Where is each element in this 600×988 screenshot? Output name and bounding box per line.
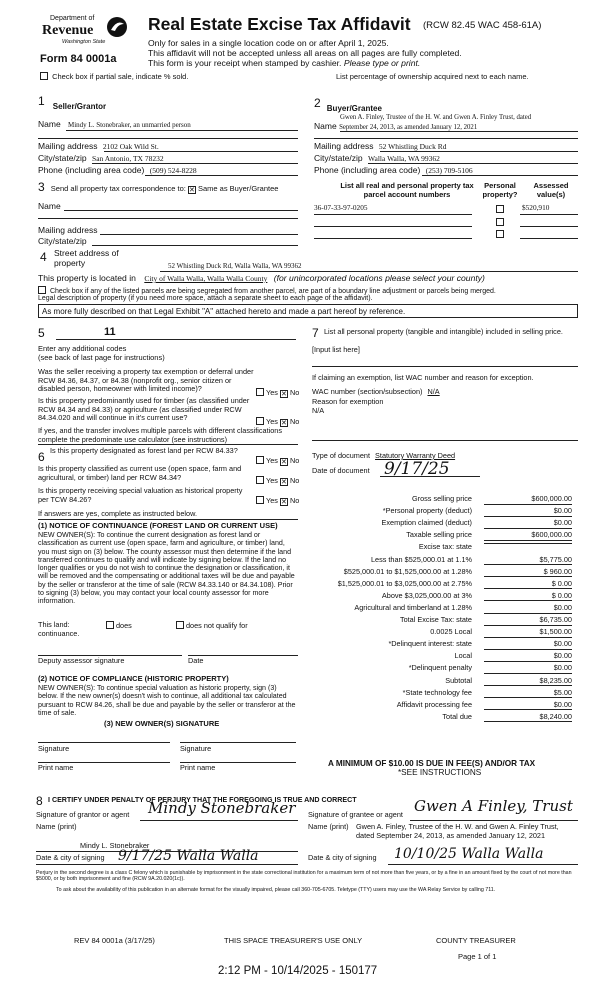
tax-row-label: Total due: [442, 711, 472, 721]
notice-2-title: (2) NOTICE OF COMPLIANCE (HISTORIC PROPERTY): [38, 674, 229, 683]
page-number: Page 1 of 1: [458, 952, 497, 961]
form-revision: REV 84 0001a (3/17/25): [74, 936, 155, 945]
grantee-print-name[interactable]: Gwen A. Finley, Trustee of the H. W. and Gwen A. Finley Trust, dated September 24, 2013, as amended January 12, 2021: [356, 822, 559, 840]
corr-city-label: City/state/zip: [38, 236, 87, 246]
section-8-number: 8: [36, 794, 43, 808]
s6-question-2: Is this property classified as current use (open space, farm and agricultural, or timber) land per RCW 84.34?: [38, 464, 242, 482]
segregated-checkbox[interactable]: [38, 286, 46, 294]
corr-mail-label: Mailing address: [38, 225, 98, 235]
s6-q3-answers: [256, 496, 299, 506]
no-label: No: [289, 388, 300, 397]
tax-row-label: Above $3,025,000.00 at 3%: [381, 590, 472, 600]
section-1-title: Seller/Grantor: [52, 102, 107, 111]
corr-name-label: Name: [38, 201, 61, 211]
does-qualify-checkbox[interactable]: [106, 621, 114, 629]
s6-q1-answers: [256, 456, 299, 466]
header-line-1: Only for sales in a single location code on or after April 1, 2025.: [148, 38, 389, 48]
assessed-value-1[interactable]: $520,910: [522, 203, 550, 212]
tax-row: [310, 556, 600, 568]
seller-city-field[interactable]: San Antonio, TX 78232: [92, 154, 164, 163]
tax-row: [310, 580, 600, 592]
tax-row-label: *State technology fee: [402, 687, 472, 697]
does-label: does: [116, 621, 132, 630]
s6-q2-answers: [256, 476, 299, 486]
segregated-label: Check box if any of the listed parcels are being segregated from another parcel, are part of a boundary line adjustment or parcels being merged.: [49, 288, 496, 295]
tax-row: [310, 592, 600, 604]
tax-row-label: *Delinquent interest: state: [388, 639, 472, 649]
buyer-name-line2[interactable]: September 24, 2013, as amended January 12, 2021: [339, 124, 478, 131]
yes-label: Yes: [266, 496, 278, 505]
tax-row-value[interactable]: [484, 543, 572, 544]
tax-row-value[interactable]: $0.00: [484, 640, 572, 650]
tax-row: [310, 713, 600, 725]
minimum-due-note: A MINIMUM OF $10.00 IS DUE IN FEE(S) AND/OR TAX: [328, 759, 536, 768]
tax-row-value[interactable]: $8,240.00: [484, 713, 572, 723]
wa-state-label: Washington State: [62, 39, 106, 45]
yes-label: Yes: [266, 388, 278, 397]
tax-row-value[interactable]: $ 960.00: [484, 568, 572, 578]
street-label: Street address of property: [54, 248, 119, 269]
street-field[interactable]: 52 Whistling Duck Rd, Walla Walla, WA 99362: [168, 262, 302, 270]
tax-row-label: Exemption claimed (deduct): [381, 518, 472, 528]
reason-field[interactable]: N/A: [312, 406, 325, 415]
personal-col-header: Personal property?: [482, 181, 518, 199]
tax-row-value[interactable]: $ 0.00: [484, 580, 572, 590]
tax-row-label: Local: [454, 651, 472, 661]
seller-name-row: [38, 119, 298, 130]
treasurer-use-only: THIS SPACE TREASURER'S USE ONLY: [224, 936, 363, 945]
buyer-name-line1[interactable]: Gwen A. Finley, Trustee of the H. W. and Gwen A. Finley Trust, dated: [340, 114, 532, 121]
s6-q1-no-checkbox[interactable]: [280, 458, 288, 466]
tax-row-value[interactable]: $0.00: [484, 507, 572, 517]
seller-phone-label: Phone (including area code): [38, 165, 145, 175]
continuance-label: continuance.: [38, 629, 80, 638]
s6-answers-note: If answers are yes, complete as instructed below.: [38, 509, 197, 518]
tax-row-label: Total Excise Tax: state: [399, 615, 472, 624]
tax-row-value[interactable]: $0.00: [484, 519, 572, 529]
personal-property-text: List all personal property (tangible and intangible) included in selling price.: [324, 327, 563, 336]
tax-row: [310, 677, 600, 689]
parcel-col-header: List all real and personal property tax parcel account numbers: [340, 181, 474, 199]
owner-print-2-label: Print name: [180, 763, 216, 772]
tax-row-value[interactable]: $600,000.00: [484, 531, 572, 541]
header-line-3: [148, 58, 420, 68]
no-label: No: [289, 496, 300, 505]
s6-q2-yes-checkbox[interactable]: [256, 476, 264, 484]
tax-row: [310, 664, 600, 676]
s6-question-3: Is this property receiving special valuation as historical property per TCW 84.26?: [38, 486, 243, 504]
tax-row-label: Taxable selling price: [406, 530, 472, 540]
tax-row-label: Excise tax: state: [418, 542, 472, 552]
header-line-3-note: Please type or print.: [343, 58, 421, 68]
unincorporated-note: (for unincorporated locations please select your county): [273, 273, 485, 283]
s5-question-3: If yes, and the transfer involves multiple parcels with different classifications complete the predominate use calculator (see instructions): [38, 426, 283, 444]
tax-row-label: $1,525,000.01 to $3,025,000.00 at 2.75%: [337, 578, 472, 588]
owner-print-1-label: Print name: [38, 763, 74, 772]
deputy-date-label: Date: [188, 656, 204, 665]
tax-row-label: *Personal property (deduct): [382, 506, 472, 516]
s6-question-1: Is this property designated as forest land per RCW 84.33?: [50, 446, 238, 455]
notice-1-title: (1) NOTICE OF CONTINUANCE (FOREST LAND OR CURRENT USE): [38, 521, 278, 530]
tax-row-label: Subtotal: [445, 675, 472, 685]
yes-label: Yes: [266, 476, 278, 485]
county-field[interactable]: City of Walla Walla, Walla Walla County: [144, 274, 268, 283]
tax-row: [310, 689, 600, 701]
located-row: [38, 273, 485, 284]
tax-row-value[interactable]: $0.00: [484, 664, 572, 674]
owner-sig-2-label: Signature: [180, 744, 212, 753]
partial-sale-label: Check box if partial sale, indicate % sold.: [52, 72, 189, 81]
tax-row-value[interactable]: $8,235.00: [484, 677, 572, 687]
accessibility-notice: To ask about the availability of this publication in an alternate format for the visually impaired, please call 360-705-6705. Teletype (TTY) users may use the WA Relay Service by calling 711.: [56, 887, 496, 893]
grantor-date-city[interactable]: 9/17/25 Walla Walla: [118, 848, 259, 864]
reason-label: Reason for exemption: [312, 397, 384, 406]
buyer-phone-label: Phone (including area code): [314, 165, 421, 175]
section-1-number: 1: [38, 94, 45, 108]
grantor-date-label: Date & city of signing: [36, 853, 105, 862]
personal-property-input[interactable]: [Input list here]: [312, 345, 360, 354]
tax-row-value[interactable]: $5.00: [484, 689, 572, 699]
section-4-number: 4: [40, 250, 47, 264]
header-line-3-text: This form is your receipt when stamped by cashier.: [148, 58, 342, 68]
see-instructions-note: *SEE INSTRUCTIONS: [398, 768, 482, 777]
buyer-name-label: Name: [314, 121, 337, 131]
seller-name-label: Name: [38, 119, 61, 129]
parcel-number-1[interactable]: 36-07-33-97-0205: [314, 203, 368, 212]
s6-q3-yes-checkbox[interactable]: [256, 496, 264, 504]
seller-name-field[interactable]: Mindy L. Stonebraker, an unmarried person: [68, 121, 191, 129]
personal-property-checkbox-3[interactable]: [496, 230, 504, 238]
dor-logo: [36, 14, 131, 44]
grantee-sig-label: Signature of grantee or agent: [308, 810, 403, 819]
grantor-signature[interactable]: Mindy Stonebraker: [148, 799, 296, 817]
form-title: Real Estate Excise Tax Affidavit: [148, 14, 411, 34]
does-not-label: does not qualify for: [186, 621, 248, 630]
this-land-label: This land:: [38, 620, 70, 629]
dept-label: Department of: [50, 15, 95, 22]
legal-desc-field: As more fully described on that Legal Exhibit "A" attached hereto and made a part hereof by reference.: [42, 307, 406, 316]
section-2: [314, 96, 574, 113]
owner-sig-1-label: Signature: [38, 744, 70, 753]
tax-row-label: Agricultural and timberland at 1.28%: [354, 602, 472, 612]
s5-q1-answers: [256, 388, 299, 398]
deputy-sig-label: Deputy assessor signature: [38, 656, 125, 665]
no-label: No: [289, 456, 300, 465]
legal-desc-label: Legal description of property (if you need more space, attach a separate sheet to each page of the affidavit).: [38, 295, 373, 302]
tax-row-value[interactable]: $0.00: [484, 652, 572, 662]
dor-logo-icon: [106, 16, 128, 38]
section-2-number: 2: [314, 96, 321, 110]
s5-q1-yes-checkbox[interactable]: [256, 388, 264, 396]
legal-desc-box[interactable]: [38, 304, 578, 318]
grantee-print-label: Name (print): [308, 822, 349, 831]
buyer-mail-field[interactable]: 52 Whistling Duck Rd: [378, 142, 447, 151]
section-5-number: 5: [38, 326, 45, 340]
doc-type-label: Type of document: [312, 451, 371, 460]
grantee-signature[interactable]: Gwen A Finley, Trust: [414, 797, 573, 815]
county-treasurer: COUNTY TREASURER: [436, 936, 516, 945]
section-3: [38, 180, 278, 194]
tax-row-value[interactable]: $0.00: [484, 701, 572, 711]
partial-sale: [40, 72, 188, 82]
s6-q3-no-checkbox[interactable]: [280, 498, 288, 506]
wac-row: [312, 388, 440, 397]
notice-1-body: NEW OWNER(S): To continue the current designation as forest land or classification as current use (open space, farm and agriculture, or timber) land, you must sign on (3) below. The county assessor must then determine if the land transferred continues to qualify and will indicate by signing below. If the land no longer qualifies or you do not wish to continue the designation or classification, it will be removed and the compensating or additional taxes will be due and payable by the seller or transferor at the time of sale (RCW 84.33.140 or 84.34.108). Prior to signing (3) below, you may contact your local county assessor for more information.: [38, 531, 295, 606]
seller-phone-field[interactable]: (509) 524-8228: [149, 166, 197, 175]
ownership-note: List percentage of ownership acquired next to each name.: [336, 72, 529, 81]
wac-field[interactable]: N/A: [427, 387, 440, 396]
buyer-mail-label: Mailing address: [314, 141, 374, 151]
grantor-sig-label: Signature of grantor or agent: [36, 810, 130, 819]
s5-question-2: Is this property predominantly used for timber (as classified under RCW 84.34 and 84.33) or agriculture (as classified under RCW 84.34.020 and will continue in it's current use?: [38, 396, 250, 423]
yes-label: Yes: [266, 456, 278, 465]
section-3-number: 3: [38, 180, 45, 194]
tax-row-label: *Delinquent penalty: [408, 663, 472, 673]
seller-mail-field[interactable]: 2102 Oak Wild St.: [102, 142, 159, 151]
certify-statement: I CERTIFY UNDER PENALTY OF PERJURY THAT THE FOREGOING IS TRUE AND CORRECT: [48, 796, 357, 804]
s5-q1-no-checkbox[interactable]: [280, 390, 288, 398]
additional-codes-label: Enter any additional codes: [38, 344, 127, 353]
partial-sale-checkbox[interactable]: [40, 72, 48, 80]
s5-question-1: Was the seller receiving a property tax exemption or deferral under RCW 84.36, 84.37, or 84.38 (nonprofit org., senior citizen or disabled person, homeowner with limited income)?: [38, 367, 254, 394]
tax-row-label: $525,000.01 to $1,525,000.00 at 1.28%: [343, 566, 472, 576]
section-1: [38, 94, 298, 111]
notice-2-body: NEW OWNER(S): To continue special valuation as historic property, sign (3) below. If the new owner(s) doesn't wish to continue, all additional tax calculated pursuant to RCW 84.26, shall be due and payable by the seller or transferor at the time of sale.: [38, 684, 296, 717]
tax-row-value[interactable]: $6,735.00: [484, 616, 572, 626]
tax-row: [310, 701, 600, 713]
doc-date-field[interactable]: 9/17/25: [384, 459, 450, 479]
same-as-buyer-checkbox[interactable]: [188, 186, 196, 194]
section-3-text: Send all property tax correspondence to:: [50, 184, 186, 193]
buyer-phone-field[interactable]: (253) 709-5106: [425, 166, 473, 175]
doc-date-label: Date of document: [312, 466, 370, 475]
yes-label: Yes: [266, 417, 278, 426]
seller-mail-label: Mailing address: [38, 141, 98, 151]
see-back-label: (see back of last page for instructions): [38, 353, 165, 362]
section-5-code[interactable]: 11: [104, 326, 116, 338]
s5-q2-yes-checkbox[interactable]: [256, 417, 264, 425]
tax-row-label: Less than $525,000.01 at 1.1%: [370, 554, 472, 564]
tax-row-value[interactable]: $ 0.00: [484, 592, 572, 602]
header-line-2: This affidavit will not be accepted unless all areas on all pages are fully completed.: [148, 48, 462, 58]
rcw-ref: (RCW 82.45 WAC 458-61A): [423, 20, 542, 31]
section-2-title: Buyer/Grantee: [326, 104, 382, 113]
grantee-date-city[interactable]: 10/10/25 Walla Walla: [394, 846, 544, 862]
form-number: Form 84 0001a: [40, 53, 117, 65]
no-label: No: [289, 476, 300, 485]
same-as-buyer-label: Same as Buyer/Grantee: [197, 184, 279, 193]
tax-row: [310, 568, 600, 580]
tax-row-value[interactable]: $600,000.00: [484, 495, 572, 505]
grantor-print-label: Name (print): [36, 822, 77, 831]
no-label: No: [289, 417, 300, 426]
tax-row-label: Gross selling price: [411, 494, 472, 503]
section-6-number: 6: [38, 450, 45, 464]
tax-row-value[interactable]: $5,775.00: [484, 556, 572, 566]
tax-row-label: 0.0025 Local: [430, 627, 472, 637]
section-7-number: 7: [312, 326, 319, 340]
does-not-qualify-checkbox[interactable]: [176, 621, 184, 629]
grantor-print-name[interactable]: Mindy L. Stonebraker: [80, 841, 150, 850]
revenue-label: Revenue: [42, 23, 94, 38]
doc-type-field[interactable]: Statutory Warranty Deed: [375, 451, 456, 460]
recording-stamp: 2:12 PM - 10/14/2025 - 150177: [218, 965, 378, 977]
personal-property-checkbox-1[interactable]: [496, 205, 504, 213]
perjury-notice: Perjury in the second degree is a class C felony which is punishable by imprisonment in the state correctional institution for a maximum term of not more than five years, or by a fine in an amount fixed by the court of not more than $5000, or by both imprisonment and fine (RCW 9A.20.020(1c)).: [36, 870, 572, 883]
assessed-col-header: Assessed value(s): [533, 181, 569, 199]
tax-row-value[interactable]: $0.00: [484, 604, 572, 614]
tax-row-value[interactable]: $1,500.00: [484, 628, 572, 638]
located-label: This property is located in: [38, 273, 136, 283]
personal-property-checkbox-2[interactable]: [496, 218, 504, 226]
seller-city-label: City/state/zip: [38, 153, 87, 163]
s6-q1-yes-checkbox[interactable]: [256, 456, 264, 464]
buyer-city-label: City/state/zip: [314, 153, 363, 163]
exemption-claim-text: If claiming an exemption, list WAC number and reason for exception.: [312, 373, 534, 382]
notice-3-title: (3) NEW OWNER(S) SIGNATURE: [104, 719, 220, 728]
wac-label: WAC number (section/subsection): [312, 387, 423, 396]
tax-row-label: Affidavit processing fee: [396, 699, 472, 709]
grantee-date-label: Date & city of signing: [308, 853, 377, 862]
tax-row: [310, 543, 600, 555]
s6-q2-no-checkbox[interactable]: [280, 478, 288, 486]
buyer-city-field[interactable]: Walla Walla, WA 99362: [368, 154, 440, 163]
